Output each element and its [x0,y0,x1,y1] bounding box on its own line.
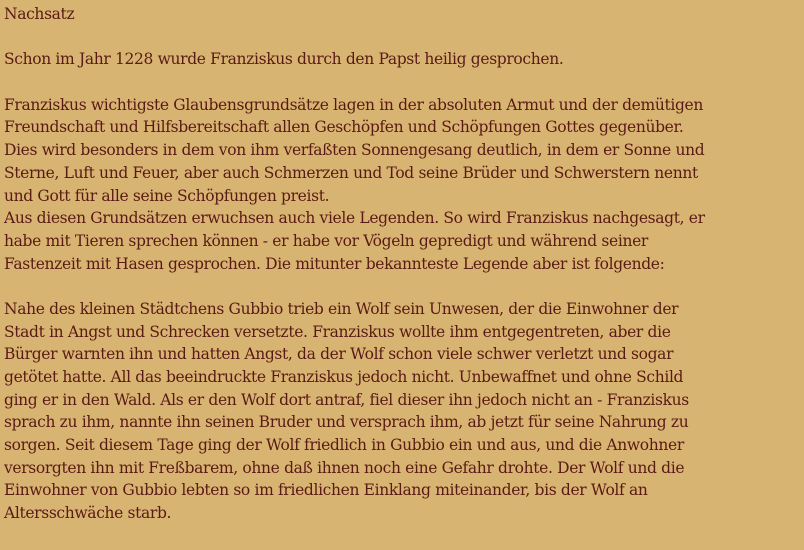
spacer [4,26,804,49]
text-line: Einwohner von Gubbio lebten so im friedlichen Einklang miteinander, bis der Wolf an [4,481,648,500]
text-line: Nahe des kleinen Städtchens Gubbio trieb ein Wolf sein Unwesen, der die Einwohner der [4,299,679,318]
spacer [4,275,804,298]
text-line: und Gott für alle seine Schöpfungen preist. [4,186,330,205]
paragraph-canonization [4,48,804,71]
paragraph-principles [4,94,804,276]
text-line: Dies wird besonders in dem von ihm verfaßten Sonnengesang deutlich, in dem er Sonne und [4,141,705,160]
text-line: sorgen. Seit diesem Tage ging der Wolf friedlich in Gubbio ein und aus, und die Anwohner [4,436,684,455]
text-line: ging er in den Wald. Als er den Wolf dort antraf, fiel dieser ihn jedoch nicht an - Franziskus [4,390,689,409]
paragraph-wolf-legend [4,298,804,525]
text-line: sprach zu ihm, nannte ihn seinen Bruder und versprach ihm, ab jetzt für seine Nahrung zu [4,413,689,432]
text-line: Franziskus wichtigste Glaubensgrundsätze lagen in der absoluten Armut und der demütigen [4,95,703,114]
text-line: getötet hatte. All das beeindruckte Franziskus jedoch nicht. Unbewaffnet und ohne Schild [4,368,684,386]
text-line: Bürger warnten ihn und hatten Angst, da der Wolf schon viele schwer verletzt und sogar [4,345,674,364]
text-line: Sterne, Luft und Feuer, aber auch Schmerzen und Tod seine Brüder und Schwerstern nennt [4,163,698,182]
text-line: Freundschaft und Hilfsbereitschaft allen Geschöpfen und Schöpfungen Gottes gegenüber. [4,118,684,137]
text-line: Schon im Jahr 1228 wurde Franziskus durch den Papst heilig gesprochen. [4,50,564,69]
text-line: versorgten ihn mit Freßbarem, ohne daß ihnen noch eine Gefahr drohte. Der Wolf und die [4,458,685,477]
heading: Nachsatz [4,5,75,23]
text-line: Aus diesen Grundsätzen erwuchsen auch viele Legenden. So wird Franziskus nachgesagt, er [4,209,705,228]
text-line: habe mit Tieren sprechen können - er habe vor Vögeln gepredigt und während seiner [4,231,648,250]
text-line: Stadt in Angst und Schrecken versetzte. Franziskus wollte ihm entgegentreten, aber die [4,322,671,341]
text-line: Fastenzeit mit Hasen gesprochen. Die mitunter bekannteste Legende aber ist folgende: [4,254,665,273]
spacer [4,71,804,94]
text-line: Altersschwäche starb. [4,504,172,523]
